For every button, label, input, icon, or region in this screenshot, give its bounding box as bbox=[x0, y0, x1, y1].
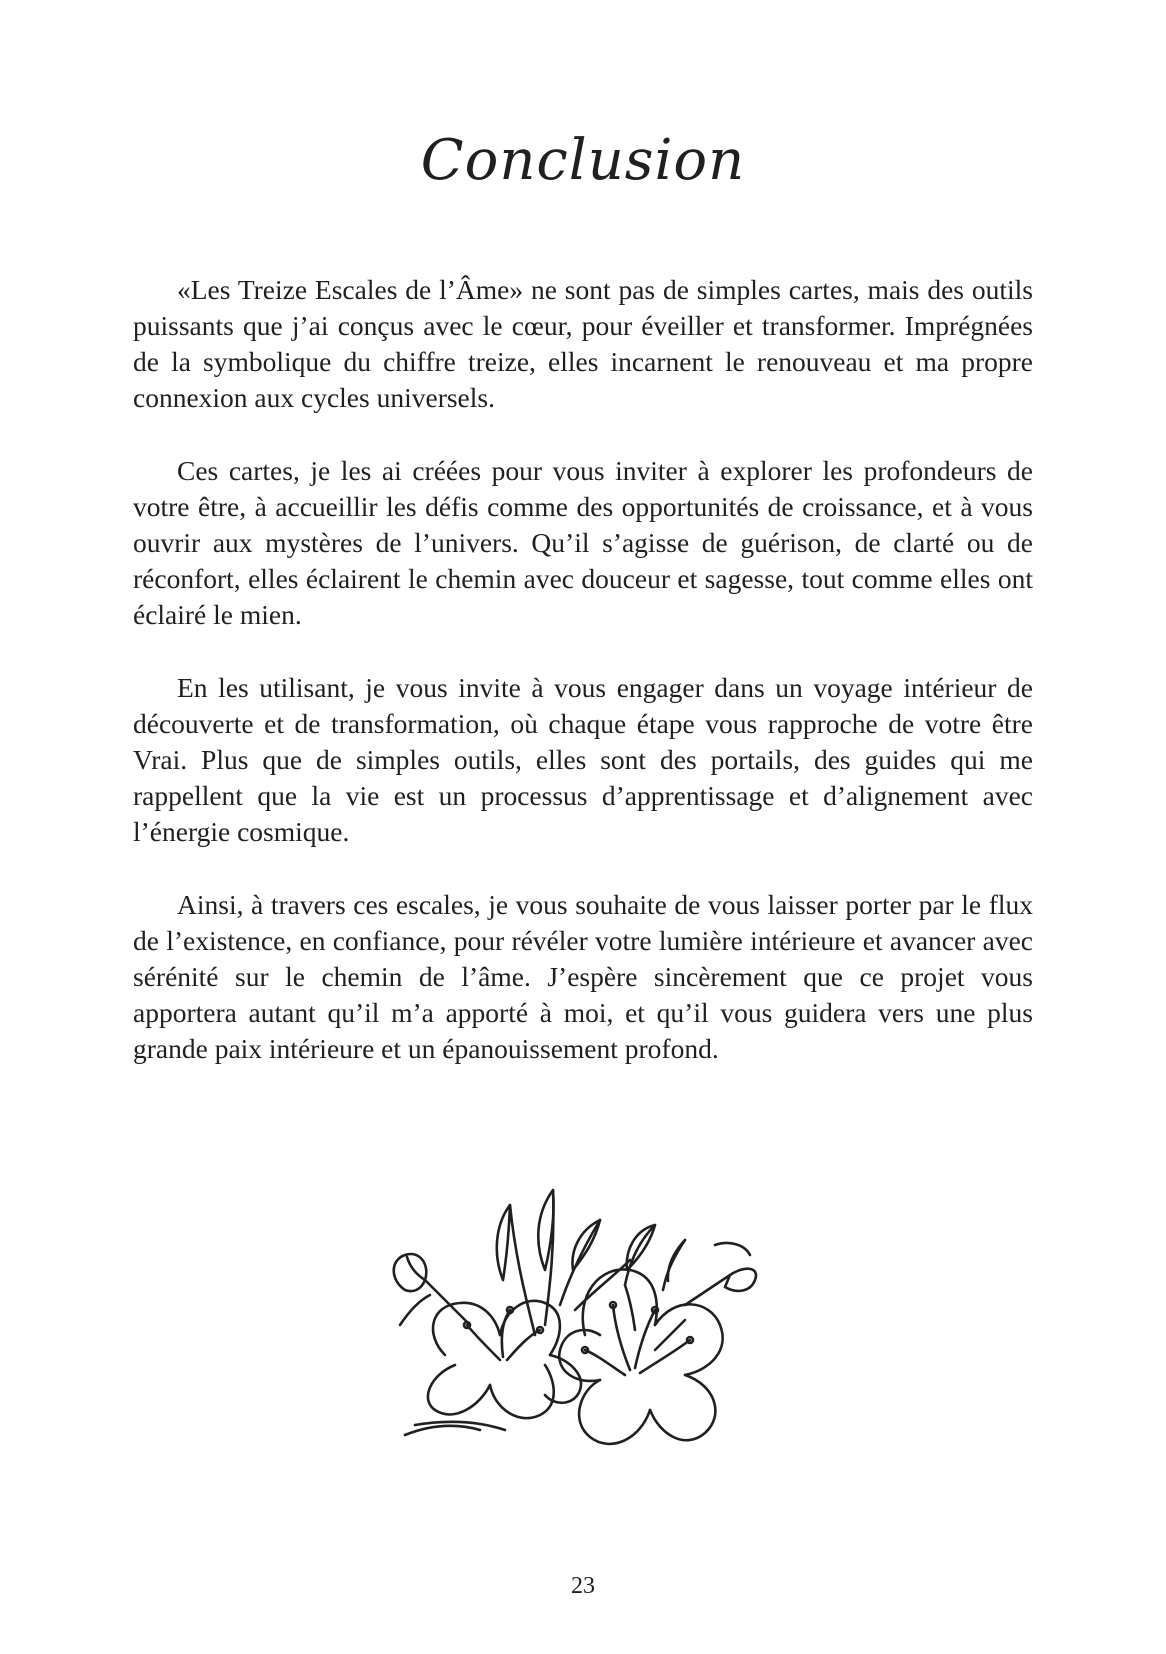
paragraph-2: Ces cartes, je les ai créées pour vous inviter à explorer les profondeurs de votre être, à accueillir les défis comme des opportunités de croissance, et à vous ouvrir aux mystères de l’univers. Qu’il s’agisse de guérison, de clarté ou de réconfort, elles éclairent le chemin avec douceur et sagesse, tout comme elles ont éclairé le mien. bbox=[133, 455, 1033, 630]
paragraph-3: En les utilisant, je vous invite à vous engager dans un voyage intérieur de découverte et de transformation, où chaque étape vous rapproche de votre être Vrai. Plus que de simples outils, elles sont des portails, des guides qui me rappellent que la vie est un processus d’apprentissage et d’alignement avec l’énergie cosmique. bbox=[133, 672, 1033, 847]
floral-illustration-icon bbox=[385, 1185, 795, 1455]
paragraph-4: Ainsi, à travers ces escales, je vous souhaite de vous laisser porter par le flux de l’existence, en confiance, pour révéler votre lumière intérieure et avancer avec sérénité sur le chemin de l’âme. J’espère sincèrement que ce projet vous apportera autant qu’il m’a apporté à moi, et qu’il vous guidera vers une plus grande paix intérieure et un épanouissement profond. bbox=[133, 889, 1033, 1064]
page-number: 23 bbox=[571, 1573, 595, 1599]
paragraph-1: «Les Treize Escales de l’Âme» ne sont pas de simples cartes, mais des outils puissants que j’ai conçus avec le cœur, pour éveiller et transformer. Imprégnées de la symbolique du chiffre treize, elles incarnent le renouveau et ma propre connexion aux cycles universels. bbox=[133, 274, 1033, 413]
body-text bbox=[133, 272, 1033, 1104]
page-title: Conclusion bbox=[420, 128, 746, 193]
